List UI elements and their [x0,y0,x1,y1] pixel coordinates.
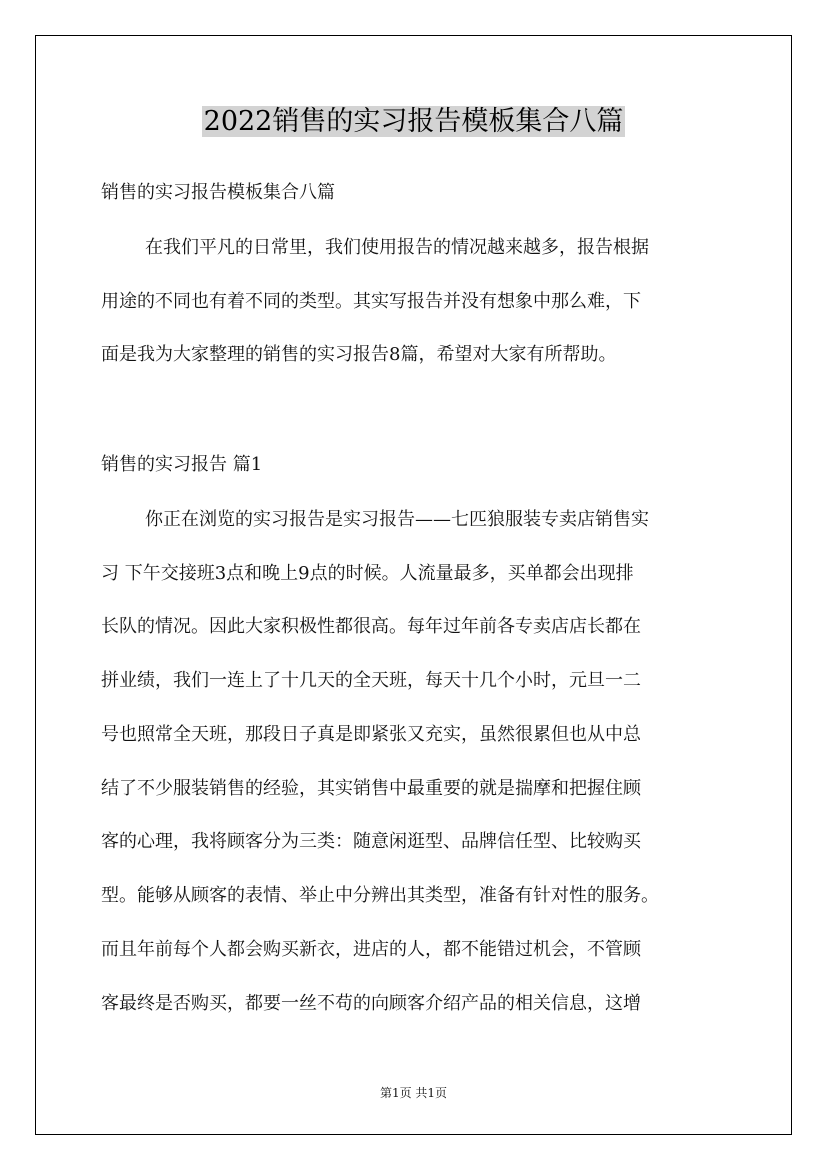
intro-line: 面是我为大家整理的销售的实习报告8篇，希望对大家有所帮助。 [101,344,617,365]
body-line: 拼业绩，我们一连上了十几天的全天班，每天十几个小时，元旦一二 [101,670,641,691]
intro-line: 用途的不同也有着不同的类型。其实写报告并没有想象中那么难，下 [101,291,641,312]
body-line: 客的心理，我将顾客分为三类：随意闲逛型、品牌信任型、比较购买 [101,831,641,852]
body-line: 你正在浏览的实习报告是实习报告——七匹狼服装专卖店销售实 [145,509,649,530]
intro-line: 在我们平凡的日常里，我们使用报告的情况越来越多，报告根据 [145,237,649,258]
body-line: 型。能够从顾客的表情、举止中分辨出其类型，准备有针对性的服务。 [101,885,659,906]
body-line: 结了不少服装销售的经验，其实销售中最重要的就是揣摩和把握住顾 [101,778,641,799]
body-line: 长队的情况。因此大家积极性都很高。每年过年前各专卖店店长都在 [101,616,641,637]
body-line: 客最终是否购买，都要一丝不苟的向顾客介绍产品的相关信息，这增 [101,993,641,1014]
body-line: 而且年前每个人都会购买新衣，进店的人，都不能错过机会，不管顾 [101,939,641,960]
body-line: 号也照常全天班，那段日子真是即紧张又充实，虽然很累但也从中总 [101,724,641,745]
page-footer: 第1页 共1页 [379,1086,448,1100]
document-subtitle: 销售的实习报告模板集合八篇 [101,182,335,203]
document-title: 2022销售的实习报告模板集合八篇 [203,106,624,137]
section-heading: 销售的实习报告 篇1 [101,454,263,475]
body-line: 习 下午交接班3点和晚上9点的时候。人流量最多，买单都会出现排 [101,563,634,584]
